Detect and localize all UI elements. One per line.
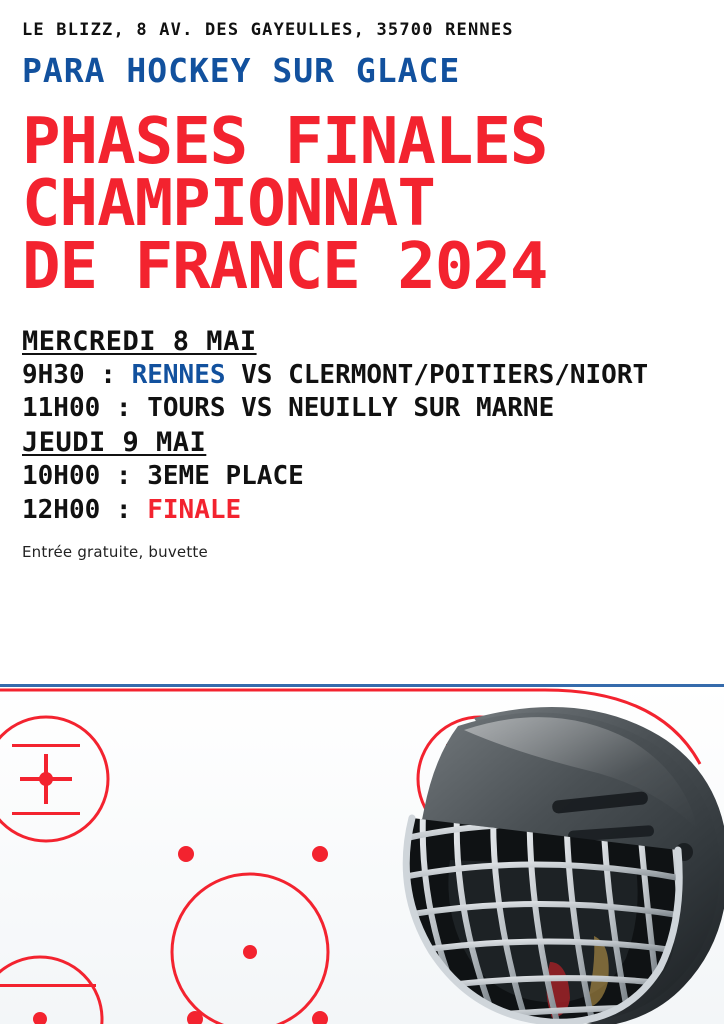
match-time: 9H30 : xyxy=(22,359,132,390)
schedule xyxy=(22,325,702,528)
match-rest: TOURS VS NEUILLY SUR MARNE xyxy=(147,393,555,424)
match-time: 12H00 : xyxy=(22,494,148,525)
match-time: 11H00 : xyxy=(22,393,148,424)
match-time: 10H00 : xyxy=(22,460,148,491)
match-rest: 3EME PLACE xyxy=(147,460,304,491)
title-line-2: CHAMPIONNAT xyxy=(22,167,435,242)
sport-subtitle: PARA HOCKEY SUR GLACE xyxy=(22,51,461,90)
schedule-day-1: MERCREDI 8 MAI xyxy=(22,325,257,357)
entry-note: Entrée gratuite, buvette xyxy=(22,543,208,562)
schedule-match-1-1 xyxy=(22,359,702,393)
venue-line: LE BLIZZ, 8 AV. DES GAYEULLES, 35700 RENNES xyxy=(22,20,514,40)
schedule-match-1-2 xyxy=(22,392,702,426)
rink-markings-svg xyxy=(0,684,724,1024)
schedule-match-2-1 xyxy=(22,460,702,494)
schedule-day-2: JEUDI 9 MAI xyxy=(22,427,207,459)
match-home-team: RENNES xyxy=(131,359,226,390)
match-rest: VS CLERMONT/POITIERS/NIORT xyxy=(225,359,649,390)
rink-graphic xyxy=(0,684,724,1024)
page-title xyxy=(22,104,702,305)
match-final-label: FINALE xyxy=(147,494,242,525)
title-line-1: PHASES FINALES xyxy=(22,104,548,179)
title-line-3: DE FRANCE 2024 xyxy=(22,230,548,305)
schedule-match-2-2 xyxy=(22,494,702,528)
